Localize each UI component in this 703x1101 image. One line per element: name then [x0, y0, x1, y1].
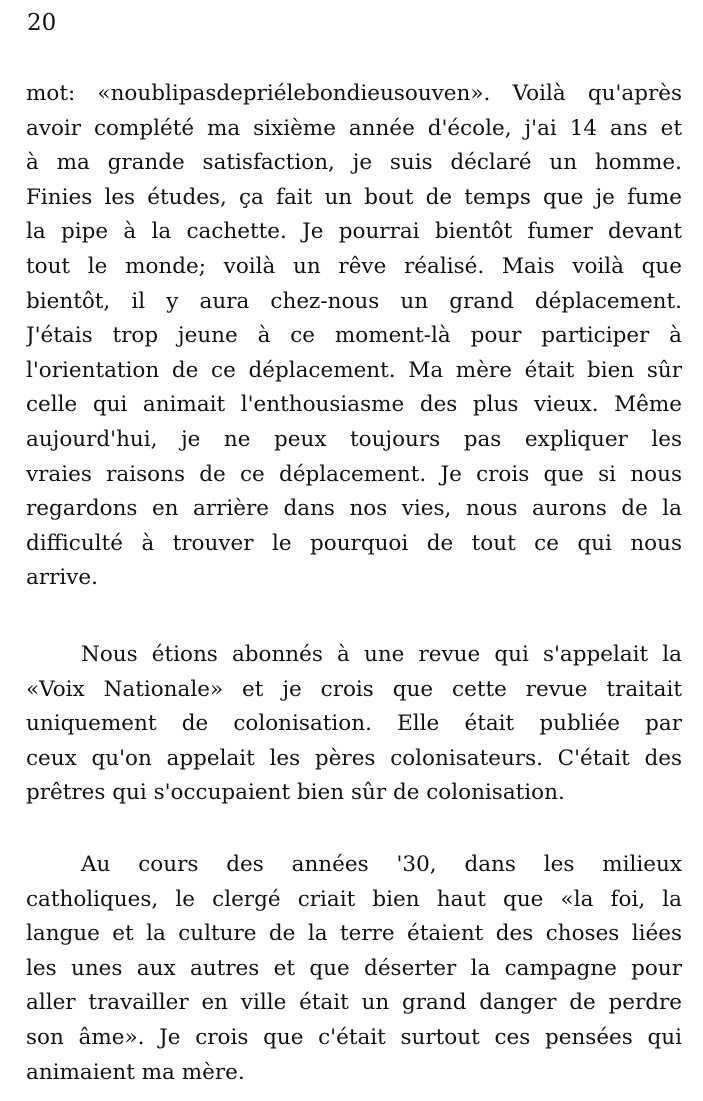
text-line: ceux qu'on appelait les pères colonisateurs. C'était des [26, 745, 682, 771]
text-line: mot: «noublipasdepriélebondieusouven». Voilà qu'après [26, 81, 682, 106]
text-line: arrive. [26, 565, 98, 591]
text-line: «Voix Nationale» et je crois que cette revue traitait [26, 676, 682, 702]
paragraph-1 [26, 77, 682, 596]
text-line: avoir complété ma sixième année d'école, j'ai 14 ans et [26, 115, 682, 141]
text-line: tout le monde; voilà un rêve réalisé. Mais voilà que [26, 253, 682, 279]
text-line: son âme». Je crois que c'était surtout ces pensées qui [26, 1024, 682, 1050]
text-line: catholiques, le clergé criait bien haut que «la foi, la [26, 886, 682, 912]
text-line: vraies raisons de ce déplacement. Je crois que si nous [26, 461, 682, 487]
text-line: Au cours des années '30, dans les milieux [81, 852, 682, 877]
text-line: Nous étions abonnés à une revue qui s'appelait la [81, 642, 682, 667]
text-line: langue et la culture de la terre étaient des choses liées [26, 921, 682, 947]
text-line: aller travailler en ville était un grand danger de perdre [26, 990, 682, 1016]
text-line: prêtres qui s'occupaient bien sûr de colonisation. [26, 780, 565, 806]
text-line: animaient ma mère. [26, 1059, 245, 1085]
text-line: l'orientation de ce déplacement. Ma mère était bien sûr [26, 357, 682, 383]
text-line: Finies les études, ça fait un bout de temps que je fume [26, 184, 682, 210]
text-line: à ma grande satisfaction, je suis déclaré un homme. [26, 150, 682, 176]
text-line: difficulté à trouver le pourquoi de tout ce qui nous [26, 530, 682, 556]
paragraph-2 [26, 638, 682, 811]
text-line: bientôt, il y aura chez-nous un grand déplacement. [26, 288, 682, 314]
text-line: uniquement de colonisation. Elle était publiée par [26, 711, 682, 737]
text-line: regardons en arrière dans nos vies, nous aurons de la [26, 496, 682, 522]
text-line: J'étais trop jeune à ce moment-là pour participer à [26, 323, 682, 349]
text-line: la pipe à la cachette. Je pourrai bientôt fumer devant [26, 219, 682, 245]
paragraph-3 [26, 848, 682, 1090]
text-line: aujourd'hui, je ne peux toujours pas expliquer les [26, 426, 682, 452]
text-line: celle qui animait l'enthousiasme des plus vieux. Même [26, 392, 682, 418]
page-number: 20 [27, 10, 57, 36]
text-line: les unes aux autres et que déserter la campagne pour [26, 955, 682, 981]
